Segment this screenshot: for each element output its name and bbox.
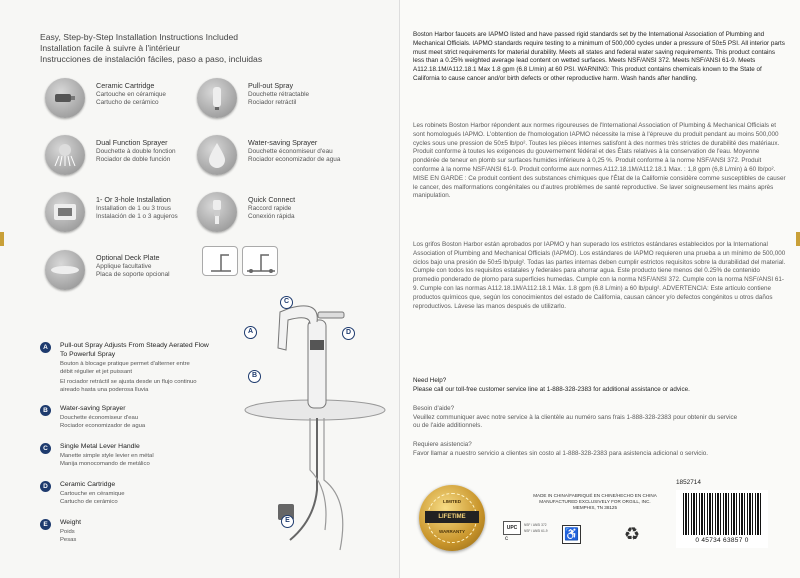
- feature-hole-installation: [45, 192, 195, 232]
- seal-top-text: LIMITED: [443, 499, 461, 504]
- model-number: 1852714: [676, 479, 701, 486]
- part-es-cont: aireado hasta una poderosa lluvia: [60, 387, 149, 393]
- part-fr: Poids: [60, 529, 75, 535]
- water-drop-icon: [197, 135, 237, 175]
- mfg-line-2: MANUFACTURED EXCLUSIVELY FOR ORGILL, INC.: [539, 499, 651, 504]
- barcode-bars: [683, 493, 761, 535]
- feature-title: Water-saving Sprayer: [248, 138, 318, 147]
- spray-head-icon: [197, 78, 237, 118]
- feature-es: Conexión rápida: [248, 213, 295, 220]
- feature-fr: Douchette économiseur d'eau: [248, 148, 333, 155]
- part-title: Single Metal Lever Handle: [60, 443, 140, 450]
- accessibility-icon: ♿: [562, 525, 581, 544]
- callout-e: E: [281, 515, 294, 528]
- feature-fr: Raccord rapide: [248, 205, 292, 212]
- feature-fr: Douchette rétractable: [248, 91, 310, 98]
- seal-bottom-text: WARRANTY: [439, 529, 465, 534]
- upc-logo: UPC: [503, 521, 521, 535]
- part-fr: Manette simple style levier en métal: [60, 453, 154, 459]
- feature-quick-connect: [197, 192, 347, 232]
- callout-b: B: [248, 370, 261, 383]
- c-mark: c: [505, 536, 508, 542]
- part-badge: C: [40, 443, 51, 454]
- feature-title: Pull-out Spray: [248, 81, 294, 90]
- manufacturer-info: [520, 493, 670, 511]
- cartridge-icon: [45, 78, 85, 118]
- part-badge: A: [40, 342, 51, 353]
- help-body-fr-cont: ou de l'aide additionnels.: [413, 422, 483, 429]
- feature-es: Rociador de doble función: [96, 156, 171, 163]
- part-fr: Douchette économiseur d'eau: [60, 415, 139, 421]
- compliance-text-en: Boston Harbor faucets are IAPMO listed and have passed rigid standards set by the International Association of Plumbing and Mechanical Officials. IAPMO standards require testing to a minimum of 500,000 cycles under a pressure of 50±5 PSI. All interior parts must meet strict requirements for material durability. Meets all states and federal water saving requirements. This product contains less than a 0.25% weighted average lead content on wetted surfaces. Meets NSF/ANSI 372. Meets NSF/ANSI 61-9. Meets A112.18.1M/A112.18.1 Max 1.8 gpm (6.8 L/min) at 60 PSI. WARNING: This product contains chemicals known to the State of California to cause cancer and/or birth defects or other reproductive harm. Wash hands after handling.: [413, 31, 785, 82]
- callout-d: D: [342, 327, 355, 340]
- help-title-en: Need Help?: [413, 377, 447, 384]
- spray-pattern-icon: [45, 135, 85, 175]
- deck-plate-icon: [45, 250, 85, 290]
- recycle-icon: ♻: [623, 524, 641, 544]
- mfg-line-3: MEMPHIS, TN 38125: [572, 505, 618, 510]
- part-e: [40, 519, 215, 549]
- one-hole-diagram: [202, 246, 238, 276]
- headline-en: Easy, Step-by-Step Installation Instructions Included: [40, 32, 239, 42]
- part-title: Pull-out Spray Adjusts From Steady Aerated Flow: [60, 342, 209, 349]
- feature-es: Instalación de 1 o 3 agujeros: [96, 213, 178, 220]
- help-body-en: Please call our toll-free customer service line at 1-888-328-2383 for additional assistance or advice.: [413, 386, 690, 393]
- part-a: [40, 342, 215, 396]
- part-es: Manija monocomando de metálico: [60, 461, 150, 467]
- left-fold-mark: [0, 232, 4, 246]
- compliance-text-fr: Les robinets Boston Harbor répondent aux normes rigoureuses de l'International Association of Plumbing & Mechanical Officials et sont homologués IAPMO. L'obtention de l'homologation IAPMO nécessite la mise à l'épreuve du produit pendant au moins 500,000 cycles sous une pression de 50±5 lb/po². Toutes les pièces internes satisfont à des normes très strictes de durabilité des matériaux. Produit conforme à toutes les exigences du gouvernement fédéral et des États relatives à la conservation de l'eau. Moyenne pondérée de teneur en plomb sur surfaces humides inférieure à 0,25 %. Produit conforme à la norme NSF/ANSI 372. Produit conforme à la norme NSF/ANSI 61-9. Produit conforme aux normes A112.18.1M/A112.18.1 Max. : 1,8 gpm (6,8 L/min) à 60 lb/po². MISE EN GARDE : Ce produit contient des substances chimiques que l'État de la Californie considère comme susceptibles de causer le cancer, des malformations congénitales ou d'autres problèmes de santé reproductive. Se laver soigneusement les mains après manipulation.: [413, 122, 786, 200]
- feature-pull-out-spray: [197, 78, 347, 118]
- part-badge: B: [40, 405, 51, 416]
- feature-fr: Applique facultative: [96, 263, 152, 270]
- part-badge: D: [40, 481, 51, 492]
- panel-divider: [399, 0, 400, 578]
- help-body-fr: Veuillez communiquer avec notre service à la clientèle au numéro sans frais 1-888-328-2383 pour obtenir du service: [413, 414, 738, 421]
- lifetime-warranty-seal: [419, 485, 485, 551]
- callout-a: A: [244, 326, 257, 339]
- feature-title: Ceramic Cartridge: [96, 81, 155, 90]
- part-fr-cont: débit régulier et jet puissant: [60, 369, 133, 375]
- feature-water-saving: [197, 135, 347, 175]
- part-c: [40, 443, 215, 473]
- part-title: Ceramic Cartridge: [60, 481, 116, 488]
- feature-es: Cartucho de cerámico: [96, 99, 159, 106]
- part-es: Cartucho de cerámico: [60, 499, 118, 505]
- feature-title: Optional Deck Plate: [96, 253, 160, 262]
- feature-es: Placa de soporte opcional: [96, 271, 170, 278]
- headline-fr: Installation facile à suivre à l'intérieur: [40, 43, 181, 53]
- feature-fr: Douchette à double fonction: [96, 148, 176, 155]
- barcode-digits: 0 45734 63857 0: [695, 537, 749, 544]
- feature-es: Rociador retráctil: [248, 99, 297, 106]
- feature-fr: Installation de 1 ou 3 trous: [96, 205, 171, 212]
- three-hole-diagram: [242, 246, 278, 276]
- quick-connect-icon: [197, 192, 237, 232]
- part-fr: Bouton à blocage pratique permet d'alterner entre: [60, 361, 190, 367]
- part-es: Rociador economizador de agua: [60, 423, 146, 429]
- help-title-es: Requiere asistencia?: [413, 441, 472, 448]
- part-title: Water-saving Sprayer: [60, 405, 126, 412]
- feature-ceramic-cartridge: [45, 78, 195, 118]
- part-title-cont: To Powerful Spray: [60, 351, 116, 358]
- nsf-372-label: NSF / ANSI 372: [524, 523, 547, 527]
- hole-installation-icon: [45, 192, 85, 232]
- feature-title: 1- Or 3-hole Installation: [96, 195, 171, 204]
- feature-title: Quick Connect: [248, 195, 296, 204]
- headline-es: Instrucciones de instalación fáciles, paso a paso, incluidas: [40, 54, 263, 64]
- part-d: [40, 481, 215, 511]
- compliance-text-es: Los grifos Boston Harbor están aprobados por IAPMO y han superado los estrictos estándares establecidos por la International Association of Plumbing and Mechanical Officials (IAPMO). Los estándares de IAPMO requieren una prueba a un mínimo de 500,000 ciclos bajo una presión de 50±5 lb/pulg². Todas las partes internas deben cumplir estrictos requisitos sobre la durabilidad del material. Cumple con todos los requisitos estatales y federales para ahorrar agua. Este producto tiene menos del 0.25% de contenido promedio ponderado de plomo para superficies humedas. Cumple con la norma NSF/ANSI 372. Cumple con la norma NSF/ANSI 61-9. Cumple con las normas A112.18.1M/A112.18.1 Máx. 1.8 gpm (6.8 L/min) a 60 lb/pulg². ADVERTENCIA: Este artículo contiene productos químicos que, según los conocimientos del estado de California, causan cáncer y/o defectos congénitos u otros daños reproductivos. Lávese las manos después de utilizarlo.: [413, 241, 786, 310]
- help-body-es: Favor llamar a nuestro servicio a clientes sin costo al 1-888-328-2383 para asistencia adicional o servicio.: [413, 450, 709, 457]
- feature-deck-plate: [45, 250, 195, 290]
- callout-c: C: [280, 296, 293, 309]
- part-title: Weight: [60, 519, 82, 526]
- upc-barcode: [676, 490, 768, 548]
- part-es: Pesas: [60, 537, 77, 543]
- part-fr: Cartouche en céramique: [60, 491, 125, 497]
- seal-band-text: LIFETIME: [425, 511, 479, 523]
- part-badge: E: [40, 519, 51, 530]
- right-fold-mark: [796, 232, 800, 246]
- help-title-fr: Besoin d'aide?: [413, 405, 455, 412]
- feature-dual-function: [45, 135, 195, 175]
- part-b: [40, 405, 215, 435]
- feature-fr: Cartouche en céramique: [96, 91, 166, 98]
- mfg-line-1: MADE IN CHINA/FABRIQUÉ EN CHINE/HECHO EN CHINA: [533, 493, 657, 498]
- feature-title: Dual Function Sprayer: [96, 138, 168, 147]
- feature-es: Rociador economizador de agua: [248, 156, 341, 163]
- nsf-61-label: NSF / ANSI 61-9: [524, 529, 548, 533]
- part-es: El rociador retráctil se ajusta desde un flujo continuo: [60, 379, 197, 385]
